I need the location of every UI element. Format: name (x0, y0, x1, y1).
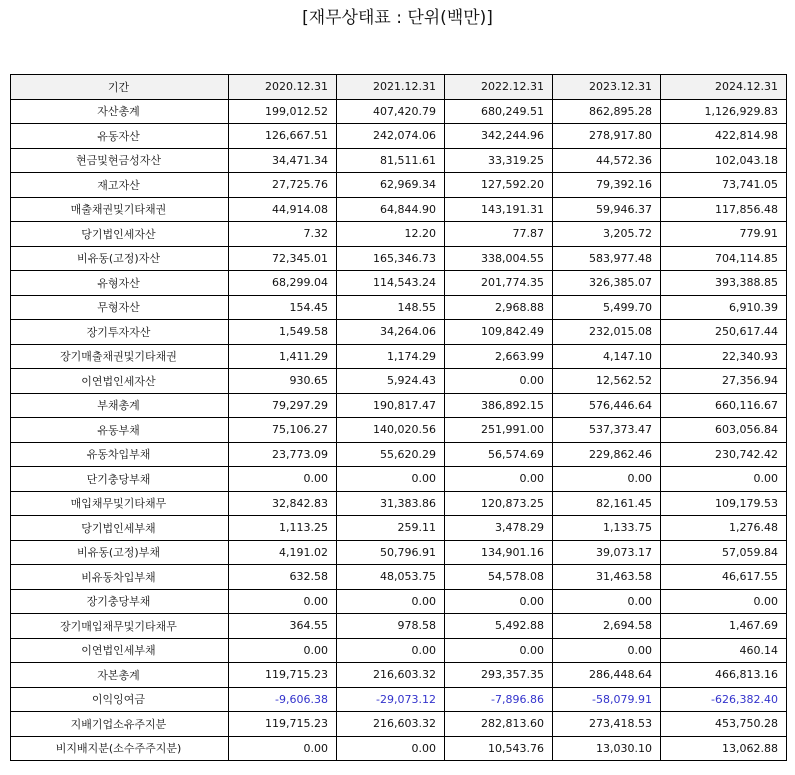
table-cell-value: 5,499.70 (553, 295, 661, 320)
table-row (11, 418, 787, 443)
table-cell-value: 120,873.25 (445, 491, 553, 516)
table-row (11, 197, 787, 222)
table-header-row (11, 75, 787, 100)
table-cell-value: 393,388.85 (661, 271, 787, 296)
table-cell-value: 862,895.28 (553, 99, 661, 124)
table-row (11, 614, 787, 639)
table-cell-value: 39,073.17 (553, 540, 661, 565)
table-cell-value: 7.32 (229, 222, 337, 247)
table-cell-value: 154.45 (229, 295, 337, 320)
table-cell-value: 1,276.48 (661, 516, 787, 541)
table-cell-value: 48,053.75 (337, 565, 445, 590)
row-label: 유동차입부채 (11, 442, 229, 467)
table-cell-value: 34,471.34 (229, 148, 337, 173)
table-row (11, 736, 787, 761)
table-cell-value: 82,161.45 (553, 491, 661, 516)
row-label: 장기매입채무및기타채무 (11, 614, 229, 639)
table-row (11, 246, 787, 271)
table-cell-value: 140,020.56 (337, 418, 445, 443)
table-cell-value: 119,715.23 (229, 663, 337, 688)
table-cell-value: 33,319.25 (445, 148, 553, 173)
table-cell-value: 603,056.84 (661, 418, 787, 443)
table-cell-value: -9,606.38 (229, 687, 337, 712)
table-cell-value: 4,191.02 (229, 540, 337, 565)
table-row (11, 565, 787, 590)
table-cell-value: 102,043.18 (661, 148, 787, 173)
table-row (11, 516, 787, 541)
table-cell-value: 59,946.37 (553, 197, 661, 222)
table-cell-value: 57,059.84 (661, 540, 787, 565)
table-cell-value: 199,012.52 (229, 99, 337, 124)
table-cell-value: 338,004.55 (445, 246, 553, 271)
table-cell-value: 44,914.08 (229, 197, 337, 222)
table-cell-value: 0.00 (337, 736, 445, 761)
row-label: 유동자산 (11, 124, 229, 149)
table-cell-value: 34,264.06 (337, 320, 445, 345)
table-cell-value: 680,249.51 (445, 99, 553, 124)
table-cell-value: 342,244.96 (445, 124, 553, 149)
table-cell-value: 282,813.60 (445, 712, 553, 737)
column-header-period: 기간 (11, 75, 229, 100)
table-cell-value: 930.65 (229, 369, 337, 394)
row-label: 매출채권및기타채권 (11, 197, 229, 222)
column-header-year: 2023.12.31 (553, 75, 661, 100)
table-cell-value: 251,991.00 (445, 418, 553, 443)
table-cell-value: 1,126,929.83 (661, 99, 787, 124)
table-cell-value: 12,562.52 (553, 369, 661, 394)
table-cell-value: 27,725.76 (229, 173, 337, 198)
row-label: 유형자산 (11, 271, 229, 296)
row-label: 비지배지분(소수주주지분) (11, 736, 229, 761)
table-cell-value: 3,478.29 (445, 516, 553, 541)
table-row (11, 467, 787, 492)
table-cell-value: 386,892.15 (445, 393, 553, 418)
row-label: 이익잉여금 (11, 687, 229, 712)
table-cell-value: -626,382.40 (661, 687, 787, 712)
table-cell-value: 0.00 (337, 467, 445, 492)
table-cell-value: 56,574.69 (445, 442, 553, 467)
table-cell-value: 127,592.20 (445, 173, 553, 198)
page-title: [재무상태표 : 단위(백만)] (302, 8, 493, 28)
table-cell-value: 73,741.05 (661, 173, 787, 198)
table-cell-value: 978.58 (337, 614, 445, 639)
table-row (11, 222, 787, 247)
table-cell-value: 293,357.35 (445, 663, 553, 688)
table-cell-value: 632.58 (229, 565, 337, 590)
table-row (11, 712, 787, 737)
table-row (11, 687, 787, 712)
table-cell-value: 31,383.86 (337, 491, 445, 516)
table-row (11, 638, 787, 663)
row-label: 이연법인세자산 (11, 369, 229, 394)
table-cell-value: 0.00 (229, 638, 337, 663)
table-cell-value: 2,968.88 (445, 295, 553, 320)
table-cell-value: 0.00 (553, 638, 661, 663)
row-label: 장기투자자산 (11, 320, 229, 345)
table-cell-value: 0.00 (661, 467, 787, 492)
row-label: 재고자산 (11, 173, 229, 198)
table-cell-value: 6,910.39 (661, 295, 787, 320)
table-cell-value: 259.11 (337, 516, 445, 541)
table-cell-value: 148.55 (337, 295, 445, 320)
table-cell-value: 232,015.08 (553, 320, 661, 345)
table-cell-value: 109,179.53 (661, 491, 787, 516)
table-cell-value: 229,862.46 (553, 442, 661, 467)
row-label: 단기충당부채 (11, 467, 229, 492)
table-cell-value: 44,572.36 (553, 148, 661, 173)
table-cell-value: 134,901.16 (445, 540, 553, 565)
table-cell-value: 466,813.16 (661, 663, 787, 688)
table-cell-value: 81,511.61 (337, 148, 445, 173)
table-cell-value: 62,969.34 (337, 173, 445, 198)
table-cell-value: 1,549.58 (229, 320, 337, 345)
table-cell-value: 364.55 (229, 614, 337, 639)
table-cell-value: 660,116.67 (661, 393, 787, 418)
table-cell-value: 126,667.51 (229, 124, 337, 149)
table-row (11, 540, 787, 565)
table-cell-value: 109,842.49 (445, 320, 553, 345)
column-header-year: 2024.12.31 (661, 75, 787, 100)
table-cell-value: 2,694.58 (553, 614, 661, 639)
table-cell-value: 143,191.31 (445, 197, 553, 222)
row-label: 비유동(고정)부채 (11, 540, 229, 565)
row-label: 지배기업소유주지분 (11, 712, 229, 737)
row-label: 장기충당부채 (11, 589, 229, 614)
table-cell-value: 22,340.93 (661, 344, 787, 369)
row-label: 자산총계 (11, 99, 229, 124)
table-cell-value: 64,844.90 (337, 197, 445, 222)
table-cell-value: 0.00 (661, 589, 787, 614)
table-cell-value: 0.00 (553, 467, 661, 492)
table-cell-value: -58,079.91 (553, 687, 661, 712)
table-cell-value: 54,578.08 (445, 565, 553, 590)
table-cell-value: 286,448.64 (553, 663, 661, 688)
row-label: 무형자산 (11, 295, 229, 320)
table-row (11, 173, 787, 198)
row-label: 이연법인세부채 (11, 638, 229, 663)
table-row (11, 124, 787, 149)
table-cell-value: 75,106.27 (229, 418, 337, 443)
column-header-year: 2021.12.31 (337, 75, 445, 100)
table-cell-value: 190,817.47 (337, 393, 445, 418)
table-cell-value: 0.00 (229, 736, 337, 761)
table-cell-value: 576,446.64 (553, 393, 661, 418)
table-cell-value: 537,373.47 (553, 418, 661, 443)
table-cell-value: 50,796.91 (337, 540, 445, 565)
table-cell-value: 583,977.48 (553, 246, 661, 271)
table-cell-value: 114,543.24 (337, 271, 445, 296)
table-cell-value: 5,492.88 (445, 614, 553, 639)
row-label: 당기법인세자산 (11, 222, 229, 247)
table-row (11, 148, 787, 173)
table-cell-value: 242,074.06 (337, 124, 445, 149)
table-cell-value: 1,467.69 (661, 614, 787, 639)
table-cell-value: 216,603.32 (337, 712, 445, 737)
table-cell-value: 0.00 (337, 638, 445, 663)
table-cell-value: 779.91 (661, 222, 787, 247)
table-cell-value: 23,773.09 (229, 442, 337, 467)
table-row (11, 369, 787, 394)
table-row (11, 320, 787, 345)
table-cell-value: 278,917.80 (553, 124, 661, 149)
row-label: 유동부채 (11, 418, 229, 443)
table-body (11, 99, 787, 761)
table-cell-value: 32,842.83 (229, 491, 337, 516)
column-header-year: 2020.12.31 (229, 75, 337, 100)
table-cell-value: 79,392.16 (553, 173, 661, 198)
table-cell-value: 1,174.29 (337, 344, 445, 369)
table-cell-value: 12.20 (337, 222, 445, 247)
table-cell-value: 0.00 (337, 589, 445, 614)
table-cell-value: 0.00 (229, 589, 337, 614)
row-label: 장기매출채권및기타채권 (11, 344, 229, 369)
table-row (11, 663, 787, 688)
table-cell-value: 273,418.53 (553, 712, 661, 737)
balance-sheet-table (10, 74, 787, 761)
table-cell-value: 250,617.44 (661, 320, 787, 345)
table-cell-value: 1,411.29 (229, 344, 337, 369)
table-cell-value: 201,774.35 (445, 271, 553, 296)
table-cell-value: 2,663.99 (445, 344, 553, 369)
table-cell-value: -7,896.86 (445, 687, 553, 712)
table-cell-value: 0.00 (445, 589, 553, 614)
table-cell-value: 453,750.28 (661, 712, 787, 737)
table-cell-value: 72,345.01 (229, 246, 337, 271)
table-cell-value: 704,114.85 (661, 246, 787, 271)
table-row (11, 295, 787, 320)
table-cell-value: 230,742.42 (661, 442, 787, 467)
row-label: 비유동(고정)자산 (11, 246, 229, 271)
table-cell-value: 0.00 (445, 467, 553, 492)
row-label: 비유동차입부채 (11, 565, 229, 590)
table-cell-value: 31,463.58 (553, 565, 661, 590)
row-label: 현금및현금성자산 (11, 148, 229, 173)
row-label: 매입채무및기타채무 (11, 491, 229, 516)
table-cell-value: 10,543.76 (445, 736, 553, 761)
table-cell-value: 13,062.88 (661, 736, 787, 761)
table-cell-value: 0.00 (445, 369, 553, 394)
table-cell-value: 55,620.29 (337, 442, 445, 467)
table-cell-value: 27,356.94 (661, 369, 787, 394)
table-row (11, 442, 787, 467)
table-row (11, 491, 787, 516)
table-cell-value: 1,113.25 (229, 516, 337, 541)
table-row (11, 99, 787, 124)
table-cell-value: 77.87 (445, 222, 553, 247)
table-cell-value: 117,856.48 (661, 197, 787, 222)
table-cell-value: 119,715.23 (229, 712, 337, 737)
table-cell-value: 460.14 (661, 638, 787, 663)
table-cell-value: -29,073.12 (337, 687, 445, 712)
table-cell-value: 68,299.04 (229, 271, 337, 296)
table-cell-value: 46,617.55 (661, 565, 787, 590)
table-cell-value: 5,924.43 (337, 369, 445, 394)
table-row (11, 344, 787, 369)
table-cell-value: 407,420.79 (337, 99, 445, 124)
column-header-year: 2022.12.31 (445, 75, 553, 100)
table-cell-value: 216,603.32 (337, 663, 445, 688)
table-cell-value: 0.00 (553, 589, 661, 614)
row-label: 부채총계 (11, 393, 229, 418)
table-row (11, 393, 787, 418)
table-cell-value: 1,133.75 (553, 516, 661, 541)
table-cell-value: 4,147.10 (553, 344, 661, 369)
table-row (11, 589, 787, 614)
row-label: 당기법인세부채 (11, 516, 229, 541)
table-cell-value: 79,297.29 (229, 393, 337, 418)
table-cell-value: 3,205.72 (553, 222, 661, 247)
table-cell-value: 165,346.73 (337, 246, 445, 271)
table-cell-value: 13,030.10 (553, 736, 661, 761)
table-cell-value: 0.00 (445, 638, 553, 663)
table-cell-value: 0.00 (229, 467, 337, 492)
table-cell-value: 422,814.98 (661, 124, 787, 149)
row-label: 자본총계 (11, 663, 229, 688)
table-row (11, 271, 787, 296)
table-cell-value: 326,385.07 (553, 271, 661, 296)
